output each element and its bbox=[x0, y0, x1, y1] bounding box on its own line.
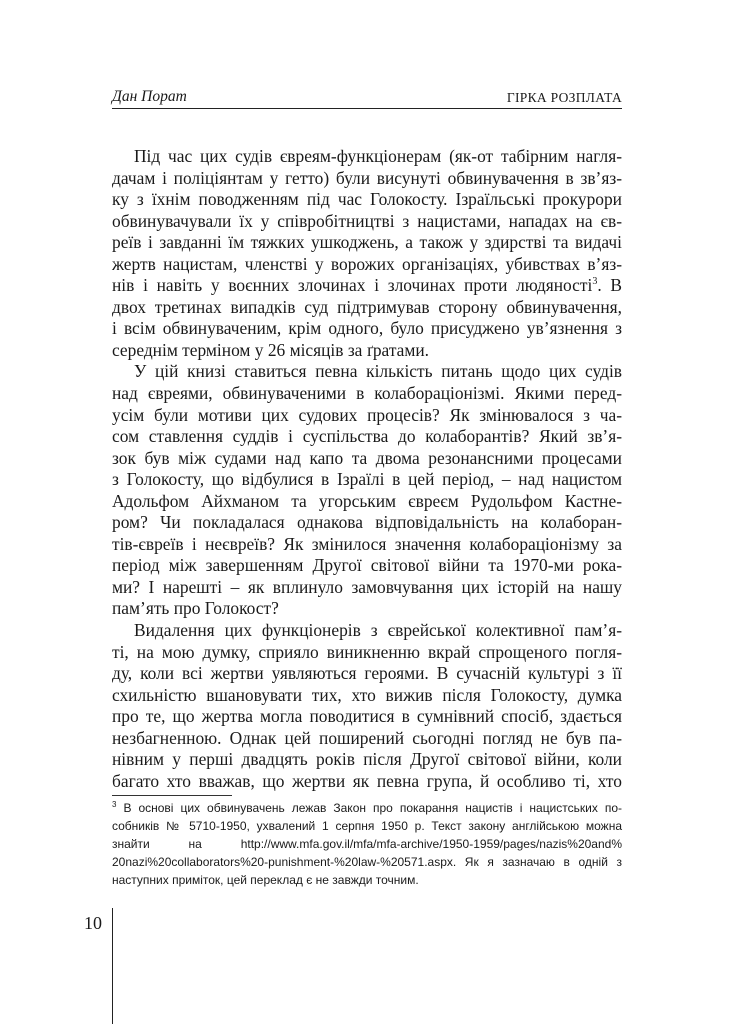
text-line: двох третинах випадків суд підтримував сторону обвинувачення, bbox=[112, 296, 622, 317]
text-line: з Голокосту, що відбулися в Ізраїлі в цей період, – над нацистом bbox=[112, 469, 622, 490]
text-line: про те, що жертва могла поводитися в сумнівний спосіб, здається bbox=[112, 706, 622, 727]
text-line: і всім обвинуваченим, крім одного, було присуджено ув’язнення з bbox=[112, 318, 622, 339]
text-line: середнім терміном у 26 місяців за ґратами. bbox=[112, 339, 430, 360]
header-author: Дан Порат bbox=[112, 88, 187, 105]
text-line: ми? І нарешті – як вплинуло замовчування цих історій на нашу bbox=[112, 576, 622, 597]
paragraph bbox=[112, 361, 622, 620]
text-line: ку з їхнім поводженням під час Голокосту. Ізраїльські прокурори bbox=[112, 189, 622, 210]
text-line: Адольфом Айхманом та угорським євреєм Рудольфом Кастне- bbox=[112, 490, 622, 511]
text-line: знайти на http://www.mfa.gov.il/mfa/mfa-archive/1950-1959/pages/nazis%20and% bbox=[112, 837, 622, 851]
footnote-reference: 3 bbox=[592, 276, 598, 288]
text-line: ром? Чи покладалася однакова відповідальність на колаборан- bbox=[112, 512, 622, 533]
text-line: незбагненною. Однак цей поширений сьогодні погляд не був па- bbox=[112, 727, 622, 748]
footnote-marker: 3 bbox=[112, 800, 117, 809]
text-line: зок був між судами над капо та двома резонансними процесами bbox=[112, 447, 622, 468]
footnote bbox=[112, 799, 622, 889]
text-line: Видалення цих функціонерів з єврейської колективної пам’я- bbox=[134, 620, 622, 641]
page-number: 10 bbox=[84, 913, 102, 933]
page-margin-rule bbox=[112, 908, 113, 1024]
line-text: В основі цих обвинувачень лежав Закон про покарання нацистів і нацистських по- bbox=[116, 801, 622, 815]
text-line: тів-євреїв і неєвреїв? Як змінилося значення колабораціонізму за bbox=[112, 533, 622, 554]
line-text: нів і навіть у воєнних злочинах і злочинах проти людяності bbox=[112, 275, 593, 296]
paragraph bbox=[112, 146, 622, 361]
text-line: У цій книзі ставиться певна кількість питань щодо цих судів bbox=[134, 361, 622, 382]
text-line: дачам і поліціянтам у гетто) були висунуті обвинувачення в зв’яз- bbox=[112, 167, 622, 188]
line-text: . В bbox=[597, 275, 622, 296]
text-line bbox=[112, 275, 622, 297]
text-line: ті, на мою думку, сприяло виникненню вкрай спрощеного погля- bbox=[112, 641, 622, 662]
running-header bbox=[112, 88, 622, 109]
text-line: усім були мотиви цих судових процесів? Як змінювалося з ча- bbox=[112, 404, 622, 425]
text-line: схильністю вшановувати тих, хто вижив після Голокосту, думка bbox=[112, 684, 622, 705]
text-line: пам’ять про Голокост? bbox=[112, 598, 279, 619]
paragraph bbox=[112, 620, 622, 792]
text-line: період між завершенням Другої світової війни та 1970-ми рока- bbox=[112, 555, 622, 576]
footnote-divider bbox=[112, 795, 232, 796]
text-line: жертв нацистам, членстві у ворожих організаціях, убивствах в’яз- bbox=[112, 253, 622, 274]
text-line: сом ставлення суддів і суспільства до колаборантів? Який зв’я- bbox=[112, 426, 622, 447]
text-line: 20nazi%20collaborators%20-punishment-%20law-%20571.aspx. Як я зазначаю в одній з bbox=[112, 855, 622, 869]
text-line: реїв і завданні їм тяжких ушкоджень, а також у здирстві та видачі bbox=[112, 232, 622, 253]
text-line: ду, коли всі жертви уявляються героями. В сучасній культурі з її bbox=[112, 663, 622, 684]
text-line: собників № 5710-1950, ухвалений 1 серпня 1950 р. Текст закону англійською можна bbox=[112, 819, 622, 833]
text-line: багато хто вважав, що жертви як певна група, й особливо ті, хто bbox=[112, 770, 622, 791]
body-text bbox=[112, 146, 622, 792]
text-line bbox=[112, 799, 622, 817]
text-line: над євреями, обвинуваченими в колабораціонізмі. Якими перед- bbox=[112, 383, 622, 404]
header-book-title: ГІРКА РОЗПЛАТА bbox=[506, 90, 622, 105]
text-line: наступних приміток, цей переклад є не завжди точним. bbox=[112, 873, 419, 887]
text-line: обвинувачували їх у співробітництві з нацистами, нападах на єв- bbox=[112, 210, 622, 231]
text-line: нівним у перші двадцять років після Другої світової війни, коли bbox=[112, 749, 622, 770]
text-line: Під час цих судів євреям-функціонерам (як-от табірним нагля- bbox=[134, 146, 622, 166]
